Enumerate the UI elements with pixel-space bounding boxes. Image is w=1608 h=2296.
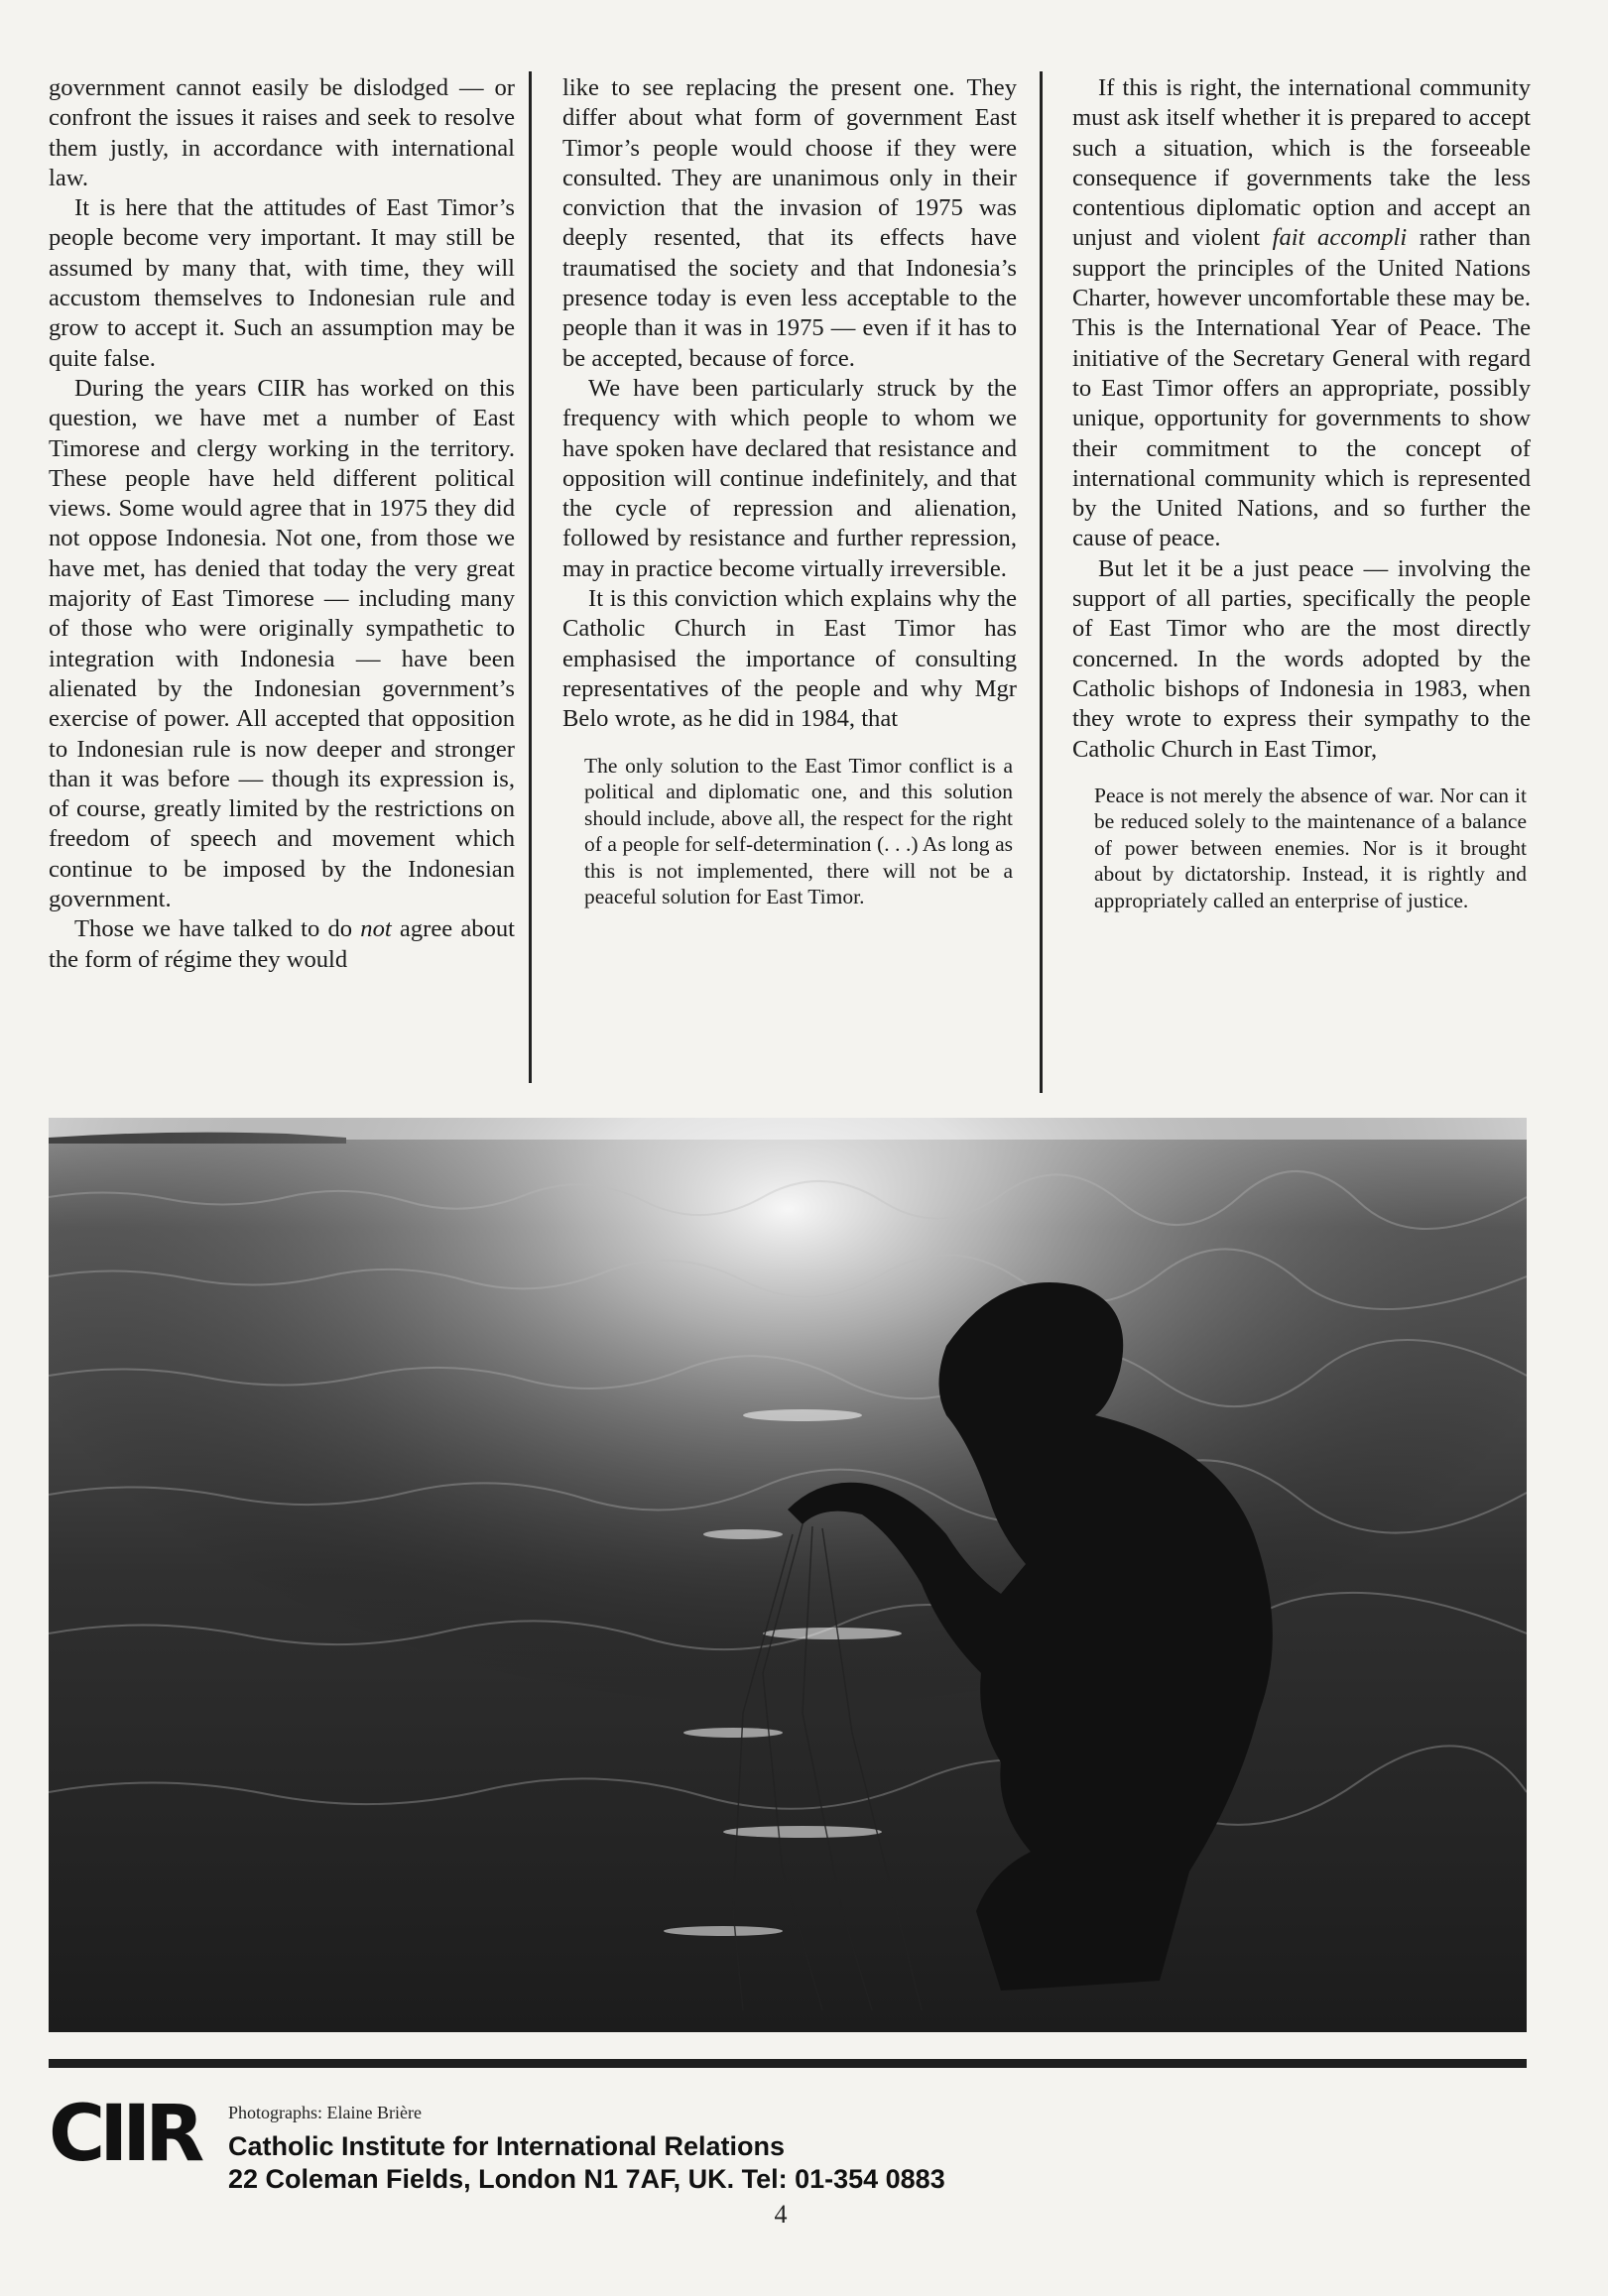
photograph-fisherman	[49, 1118, 1527, 2032]
text-run: rather than support the principles of the United Nations Charter, however uncomfortable these may be. This is the International Year of Peace. The initiative of the Secretary General with regard to East Timor offers an appropriate, possibly unique, opportunity for governments to show their commitment to the concept of international community which is represented by the United Nations, and so further the cause of peace.	[1072, 224, 1531, 552]
organization-address: 22 Coleman Fields, London N1 7AF, UK. Tel: 01-354 0883	[228, 2164, 945, 2194]
photo-illustration	[49, 1118, 1527, 2032]
paragraph: like to see replacing the present one. They differ about what form of government East Timor’s people would choose if they were consulted. They are unanimous only in their conviction that the invasion of 1975 was deeply resented, that its effects have traumatised the society and that Indonesia’s presence today is even less acceptable to the people than it was in 1975 — even if it has to be accepted, because of force.	[562, 74, 1017, 372]
page-number: 4	[774, 2200, 788, 2229]
column-left	[49, 73, 515, 975]
organization-name: Catholic Institute for International Relations	[228, 2131, 786, 2161]
organization-info	[228, 2130, 945, 2196]
paragraph: government cannot easily be dislodged — or confront the issues it raises and seek to resolve them justly, in accordance with international law.	[49, 74, 515, 191]
paragraph	[1072, 73, 1531, 554]
column-divider	[1040, 71, 1043, 1093]
column-right	[1072, 73, 1531, 913]
column-divider	[529, 71, 532, 1083]
text-run: agree about the form of régime they would	[49, 915, 515, 973]
block-quote	[562, 753, 1017, 910]
photo-credit: Photographs: Elaine Brière	[228, 2103, 422, 2122]
footer-rule	[49, 2059, 1527, 2068]
emphasis: not	[360, 915, 392, 943]
emphasis: fait accompli	[1272, 224, 1408, 252]
column-middle	[562, 73, 1017, 910]
ciir-logo: CIIR	[49, 2090, 199, 2179]
text-run: Those we have talked to do	[74, 915, 361, 943]
quote-text: Peace is not merely the absence of war. Nor can it be reduced solely to the maintenance of a balance of power between enemies. Nor is it brought about by dictatorship. Instead, it is rightly and appropriately called an enterprise of justice.	[1094, 783, 1527, 912]
paragraph: It is this conviction which explains why the Catholic Church in East Timor has emphasised the importance of consulting representatives of the people and why Mgr Belo wrote, as he did in 1984, that	[562, 585, 1017, 733]
paragraph: During the years CIIR has worked on this question, we have met a number of East Timorese and clergy working in the territory. These people have held different political views. Some would agree that in 1975 they did not oppose Indonesia. Not one, from those we have met, has denied that today the very great majority of East Timorese — including many of those who were originally sympathetic to integration with Indonesia — have been alienated by the Indonesian government’s exercise of power. All accepted that opposition to Indonesian rule is now deeper and stronger than it was before — though its expression is, of course, greatly limited by the restrictions on freedom of speech and movement which continue to be imposed by the Indonesian government.	[49, 374, 515, 913]
paragraph: We have been particularly struck by the frequency with which people to whom we have spoken have declared that resistance and opposition will continue indefinitely, and that the cycle of repression and alienation, followed by resistance and further repression, may in practice become virtually irreversible.	[562, 374, 1017, 582]
text-run: If this is right, the international community must ask itself whether it is prepared to accept such a situation, which is the forseeable consequence if governments take the less contentious diplomatic option and accept an unjust and violent	[1072, 74, 1531, 252]
paragraph	[49, 914, 515, 975]
block-quote	[1072, 783, 1531, 914]
paragraph: It is here that the attitudes of East Timor’s people become very important. It may still be assumed by many that, with time, they will accustom themselves to Indonesian rule and grow to accept it. Such an assumption may be quite false.	[49, 194, 515, 372]
quote-text: The only solution to the East Timor conflict is a political and diplomatic one, and this solution should include, above all, the respect for the right of a people for self-determination (. . .) As long as this is not implemented, there will not be a peaceful solution for East Timor.	[584, 753, 1013, 909]
paragraph: But let it be a just peace — involving the support of all parties, specifically the people of East Timor who are the most directly concerned. In the words adopted by the Catholic bishops of Indonesia in 1983, when they wrote to express their sympathy to the Catholic Church in East Timor,	[1072, 554, 1531, 763]
